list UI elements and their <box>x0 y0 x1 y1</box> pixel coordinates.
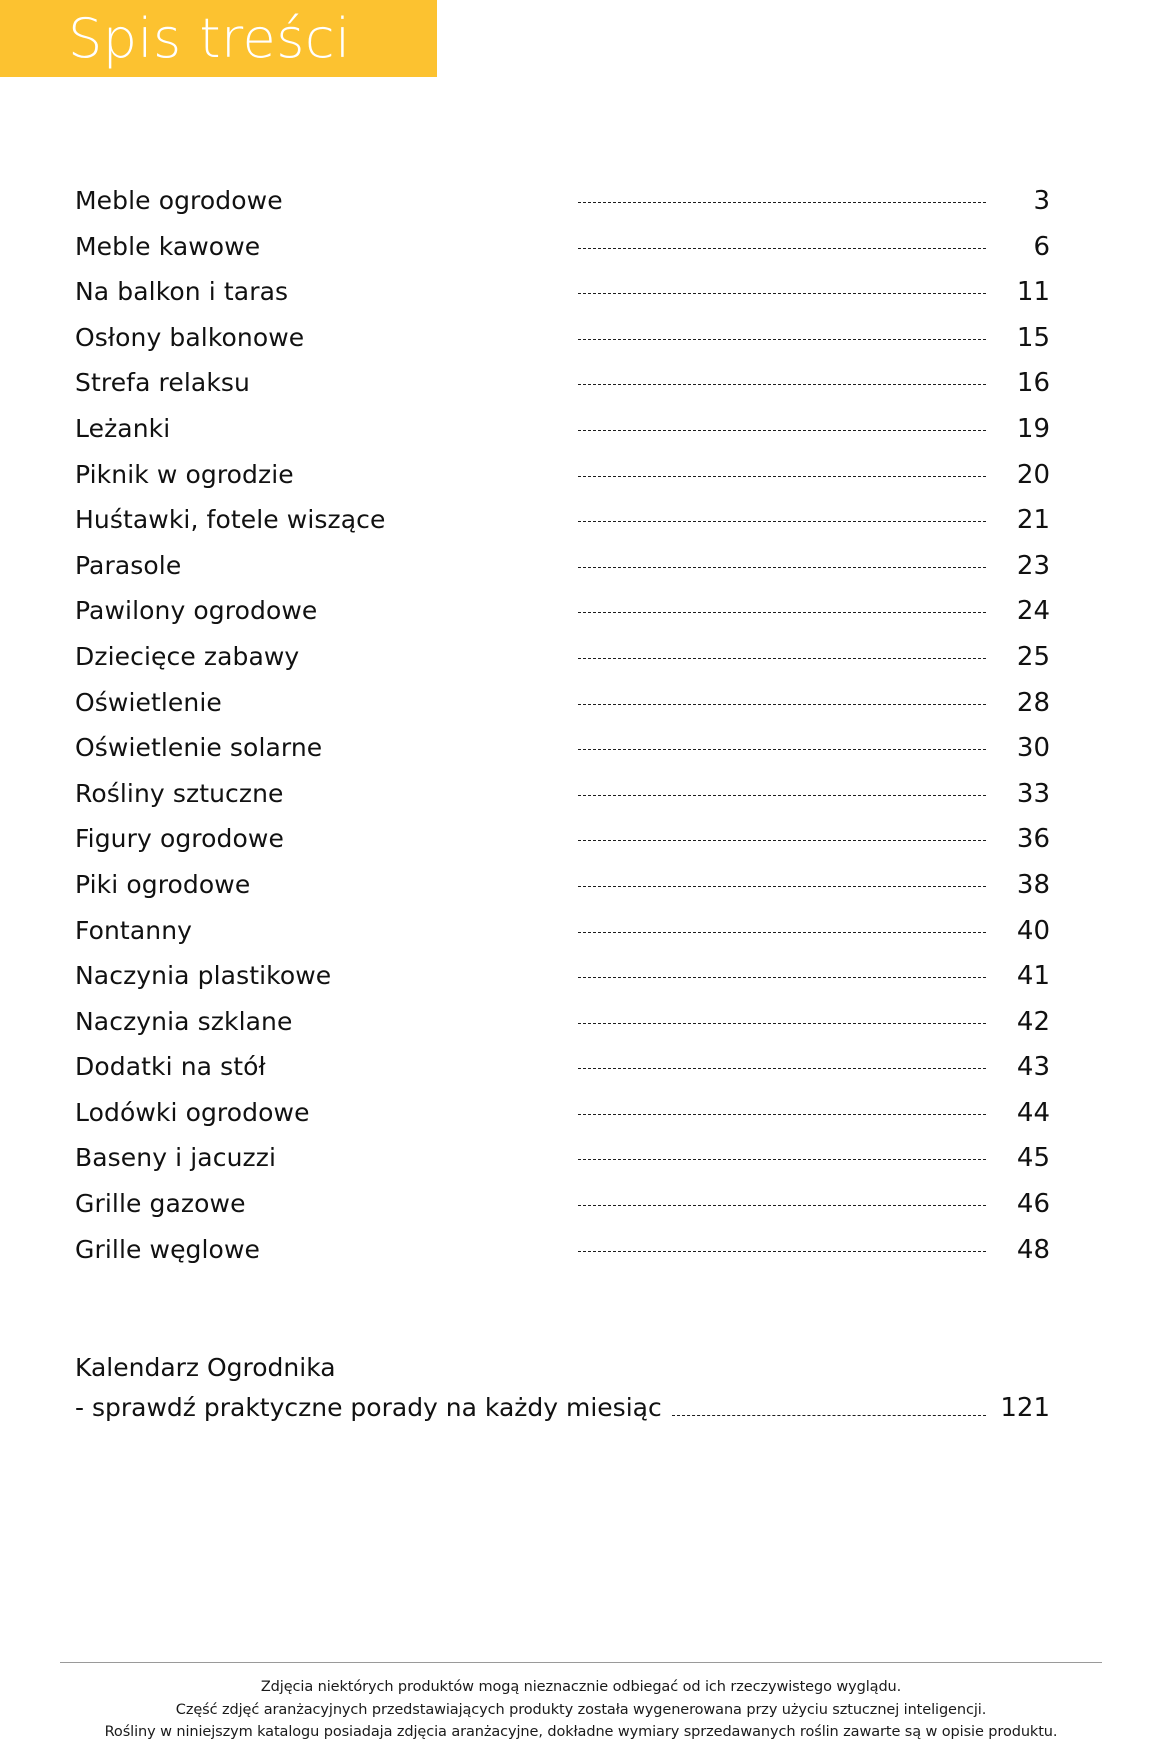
toc-entry-label: Pawilony ogrodowe <box>75 596 318 626</box>
toc-row[interactable] <box>75 1189 1050 1235</box>
toc-row[interactable] <box>75 505 1050 551</box>
dotted-leader <box>578 1251 986 1252</box>
toc-row[interactable] <box>75 368 1050 414</box>
toc-entry-label: Huśtawki, fotele wiszące <box>75 505 386 535</box>
toc-entry-label: Oświetlenie <box>75 687 222 717</box>
calendar-subtitle: - sprawdź praktyczne porady na każdy miesiąc <box>75 1393 662 1422</box>
toc-entry-label: Meble ogrodowe <box>75 186 283 215</box>
toc-leader-area <box>304 476 994 483</box>
toc-row[interactable] <box>75 596 1050 642</box>
toc-row[interactable] <box>75 1235 1050 1281</box>
footer-line: Zdjęcia niektórych produktów mogą nieznacznie odbiegać od ich rzeczywistego wyglądu. <box>260 1679 902 1695</box>
toc-row[interactable] <box>75 870 1050 916</box>
toc-leader-area <box>341 977 994 984</box>
toc-page-number: 11 <box>1016 277 1050 308</box>
toc-row[interactable] <box>75 1007 1050 1053</box>
toc-row[interactable] <box>75 414 1050 460</box>
toc-page-number: 21 <box>1016 505 1050 536</box>
toc-entry-label: Lodówki ogrodowe <box>75 1097 310 1127</box>
toc-entry-label: Piknik w ogrodzie <box>75 459 294 489</box>
toc-entry-label: Dodatki na stół <box>75 1052 266 1082</box>
toc-row[interactable] <box>75 779 1050 825</box>
dotted-leader <box>578 1023 986 1024</box>
toc-row[interactable] <box>75 824 1050 870</box>
toc-page-number: 38 <box>1016 869 1050 900</box>
dotted-leader <box>578 886 986 887</box>
toc-entry-label: Dziecięce zabawy <box>75 641 300 671</box>
dotted-leader <box>578 430 986 431</box>
toc-page-number: 3 <box>1033 186 1050 216</box>
calendar-block <box>75 1348 1050 1428</box>
toc-page-number: 6 <box>1033 231 1050 262</box>
toc-leader-area <box>180 430 994 437</box>
toc-page-number: 40 <box>1016 915 1050 946</box>
toc-row[interactable] <box>75 323 1050 369</box>
dotted-leader <box>578 704 986 705</box>
toc-page-number: 43 <box>1016 1052 1050 1083</box>
toc-entry-label: Figury ogrodowe <box>75 824 284 854</box>
dotted-leader <box>578 612 986 613</box>
toc-leader-area <box>298 293 994 300</box>
dotted-leader <box>578 202 986 203</box>
toc-entry-label: Leżanki <box>75 413 171 443</box>
footer-disclaimer <box>0 1676 1162 1744</box>
calendar-page-number: 121 <box>1000 1393 1050 1423</box>
toc-entry-label: Grille węglowe <box>75 1234 260 1264</box>
toc-page-number: 15 <box>1016 322 1050 353</box>
dotted-leader <box>578 749 986 750</box>
toc-page-number: 44 <box>1016 1097 1050 1128</box>
toc-entry-label: Osłony balkonowe <box>75 322 305 352</box>
dotted-leader <box>578 293 986 294</box>
toc-leader-area <box>293 202 994 209</box>
dotted-leader <box>578 1114 986 1115</box>
dotted-leader <box>578 521 987 522</box>
toc-row[interactable] <box>75 277 1050 323</box>
table-of-contents <box>75 186 1050 1280</box>
toc-row[interactable] <box>75 688 1050 734</box>
toc-leader-area <box>256 1205 994 1212</box>
toc-leader-area <box>286 1159 994 1166</box>
toc-entry-label: Naczynia plastikowe <box>75 961 332 991</box>
toc-leader-area <box>396 521 995 528</box>
dotted-leader <box>578 795 986 796</box>
toc-entry-label: Parasole <box>75 550 182 580</box>
toc-row[interactable] <box>75 186 1050 232</box>
toc-page-number: 48 <box>1016 1234 1050 1265</box>
toc-page-number: 28 <box>1016 687 1050 718</box>
toc-row[interactable] <box>75 232 1050 278</box>
toc-row[interactable] <box>75 1052 1050 1098</box>
calendar-entry-row[interactable] <box>75 1388 1050 1428</box>
toc-row[interactable] <box>75 460 1050 506</box>
toc-leader-area <box>202 932 994 939</box>
footer-divider <box>60 1662 1102 1663</box>
toc-leader-area <box>260 384 994 391</box>
toc-page-number: 41 <box>1016 961 1050 992</box>
toc-leader-area <box>294 840 994 847</box>
toc-row[interactable] <box>75 733 1050 779</box>
dotted-leader <box>578 932 986 933</box>
dotted-leader <box>578 1205 986 1206</box>
toc-leader-area <box>232 704 994 711</box>
dotted-leader <box>578 248 986 249</box>
toc-entry-label: Baseny i jacuzzi <box>75 1143 277 1173</box>
dotted-leader <box>672 1415 986 1416</box>
toc-page-number: 33 <box>1016 778 1050 809</box>
dotted-leader <box>578 658 986 659</box>
toc-leader-area <box>294 795 994 802</box>
toc-leader-area <box>276 1068 994 1075</box>
toc-row[interactable] <box>75 1098 1050 1144</box>
toc-leader-area <box>191 567 994 574</box>
dotted-leader <box>578 1159 986 1160</box>
toc-page-number: 46 <box>1016 1189 1050 1220</box>
dotted-leader <box>578 384 986 385</box>
toc-page-number: 45 <box>1016 1143 1050 1174</box>
toc-entry-label: Rośliny sztuczne <box>75 778 284 808</box>
dotted-leader <box>578 977 986 978</box>
dotted-leader <box>578 840 986 841</box>
page-title: Spis treści <box>68 7 351 70</box>
toc-leader-area <box>260 886 994 893</box>
toc-row[interactable] <box>75 916 1050 962</box>
toc-page-number: 19 <box>1016 413 1050 444</box>
toc-leader-area <box>270 1251 994 1258</box>
toc-leader-area <box>332 749 994 756</box>
toc-page-number: 42 <box>1016 1006 1050 1037</box>
toc-entry-label: Meble kawowe <box>75 231 261 261</box>
toc-leader-area <box>314 339 994 346</box>
toc-entry-label: Grille gazowe <box>75 1189 246 1219</box>
toc-page-number: 36 <box>1016 824 1050 855</box>
toc-page-number: 25 <box>1016 641 1050 672</box>
toc-leader-area <box>270 248 994 255</box>
toc-entry-label: Oświetlenie solarne <box>75 733 323 763</box>
title-banner <box>0 0 437 77</box>
dotted-leader <box>578 1068 986 1069</box>
toc-page-number: 30 <box>1016 733 1050 764</box>
toc-leader-area <box>327 612 994 619</box>
footer-line: Część zdjęć aranżacyjnych przedstawiających produkty została wygenerowana przy użyciu sztucznej inteligencji. <box>175 1701 987 1718</box>
toc-entry-label: Na balkon i taras <box>75 277 289 307</box>
toc-page-number: 16 <box>1016 368 1050 399</box>
toc-page-number: 24 <box>1016 596 1050 627</box>
toc-entry-label: Piki ogrodowe <box>75 869 251 899</box>
toc-leader-area <box>309 658 994 665</box>
dotted-leader <box>578 339 986 340</box>
toc-entry-label: Strefa relaksu <box>75 368 250 398</box>
toc-row[interactable] <box>75 1143 1050 1189</box>
toc-page-number: 20 <box>1016 459 1050 490</box>
toc-page-number: 23 <box>1016 550 1050 581</box>
dotted-leader <box>578 567 986 568</box>
dotted-leader <box>578 476 986 477</box>
footer-line: Rośliny w niniejszym katalogu posiadaja zdjęcia aranżacyjne, dokładne wymiary sprzedawanych roślin zawarte są w opisie produktu. <box>104 1724 1058 1740</box>
toc-entry-label: Fontanny <box>75 915 193 945</box>
toc-leader-area <box>320 1114 994 1121</box>
toc-entry-label: Naczynia szklane <box>75 1006 293 1036</box>
toc-row[interactable] <box>75 642 1050 688</box>
toc-row[interactable] <box>75 551 1050 597</box>
toc-leader-area <box>302 1023 994 1030</box>
calendar-title: Kalendarz Ogrodnika <box>75 1353 336 1382</box>
toc-row[interactable] <box>75 961 1050 1007</box>
